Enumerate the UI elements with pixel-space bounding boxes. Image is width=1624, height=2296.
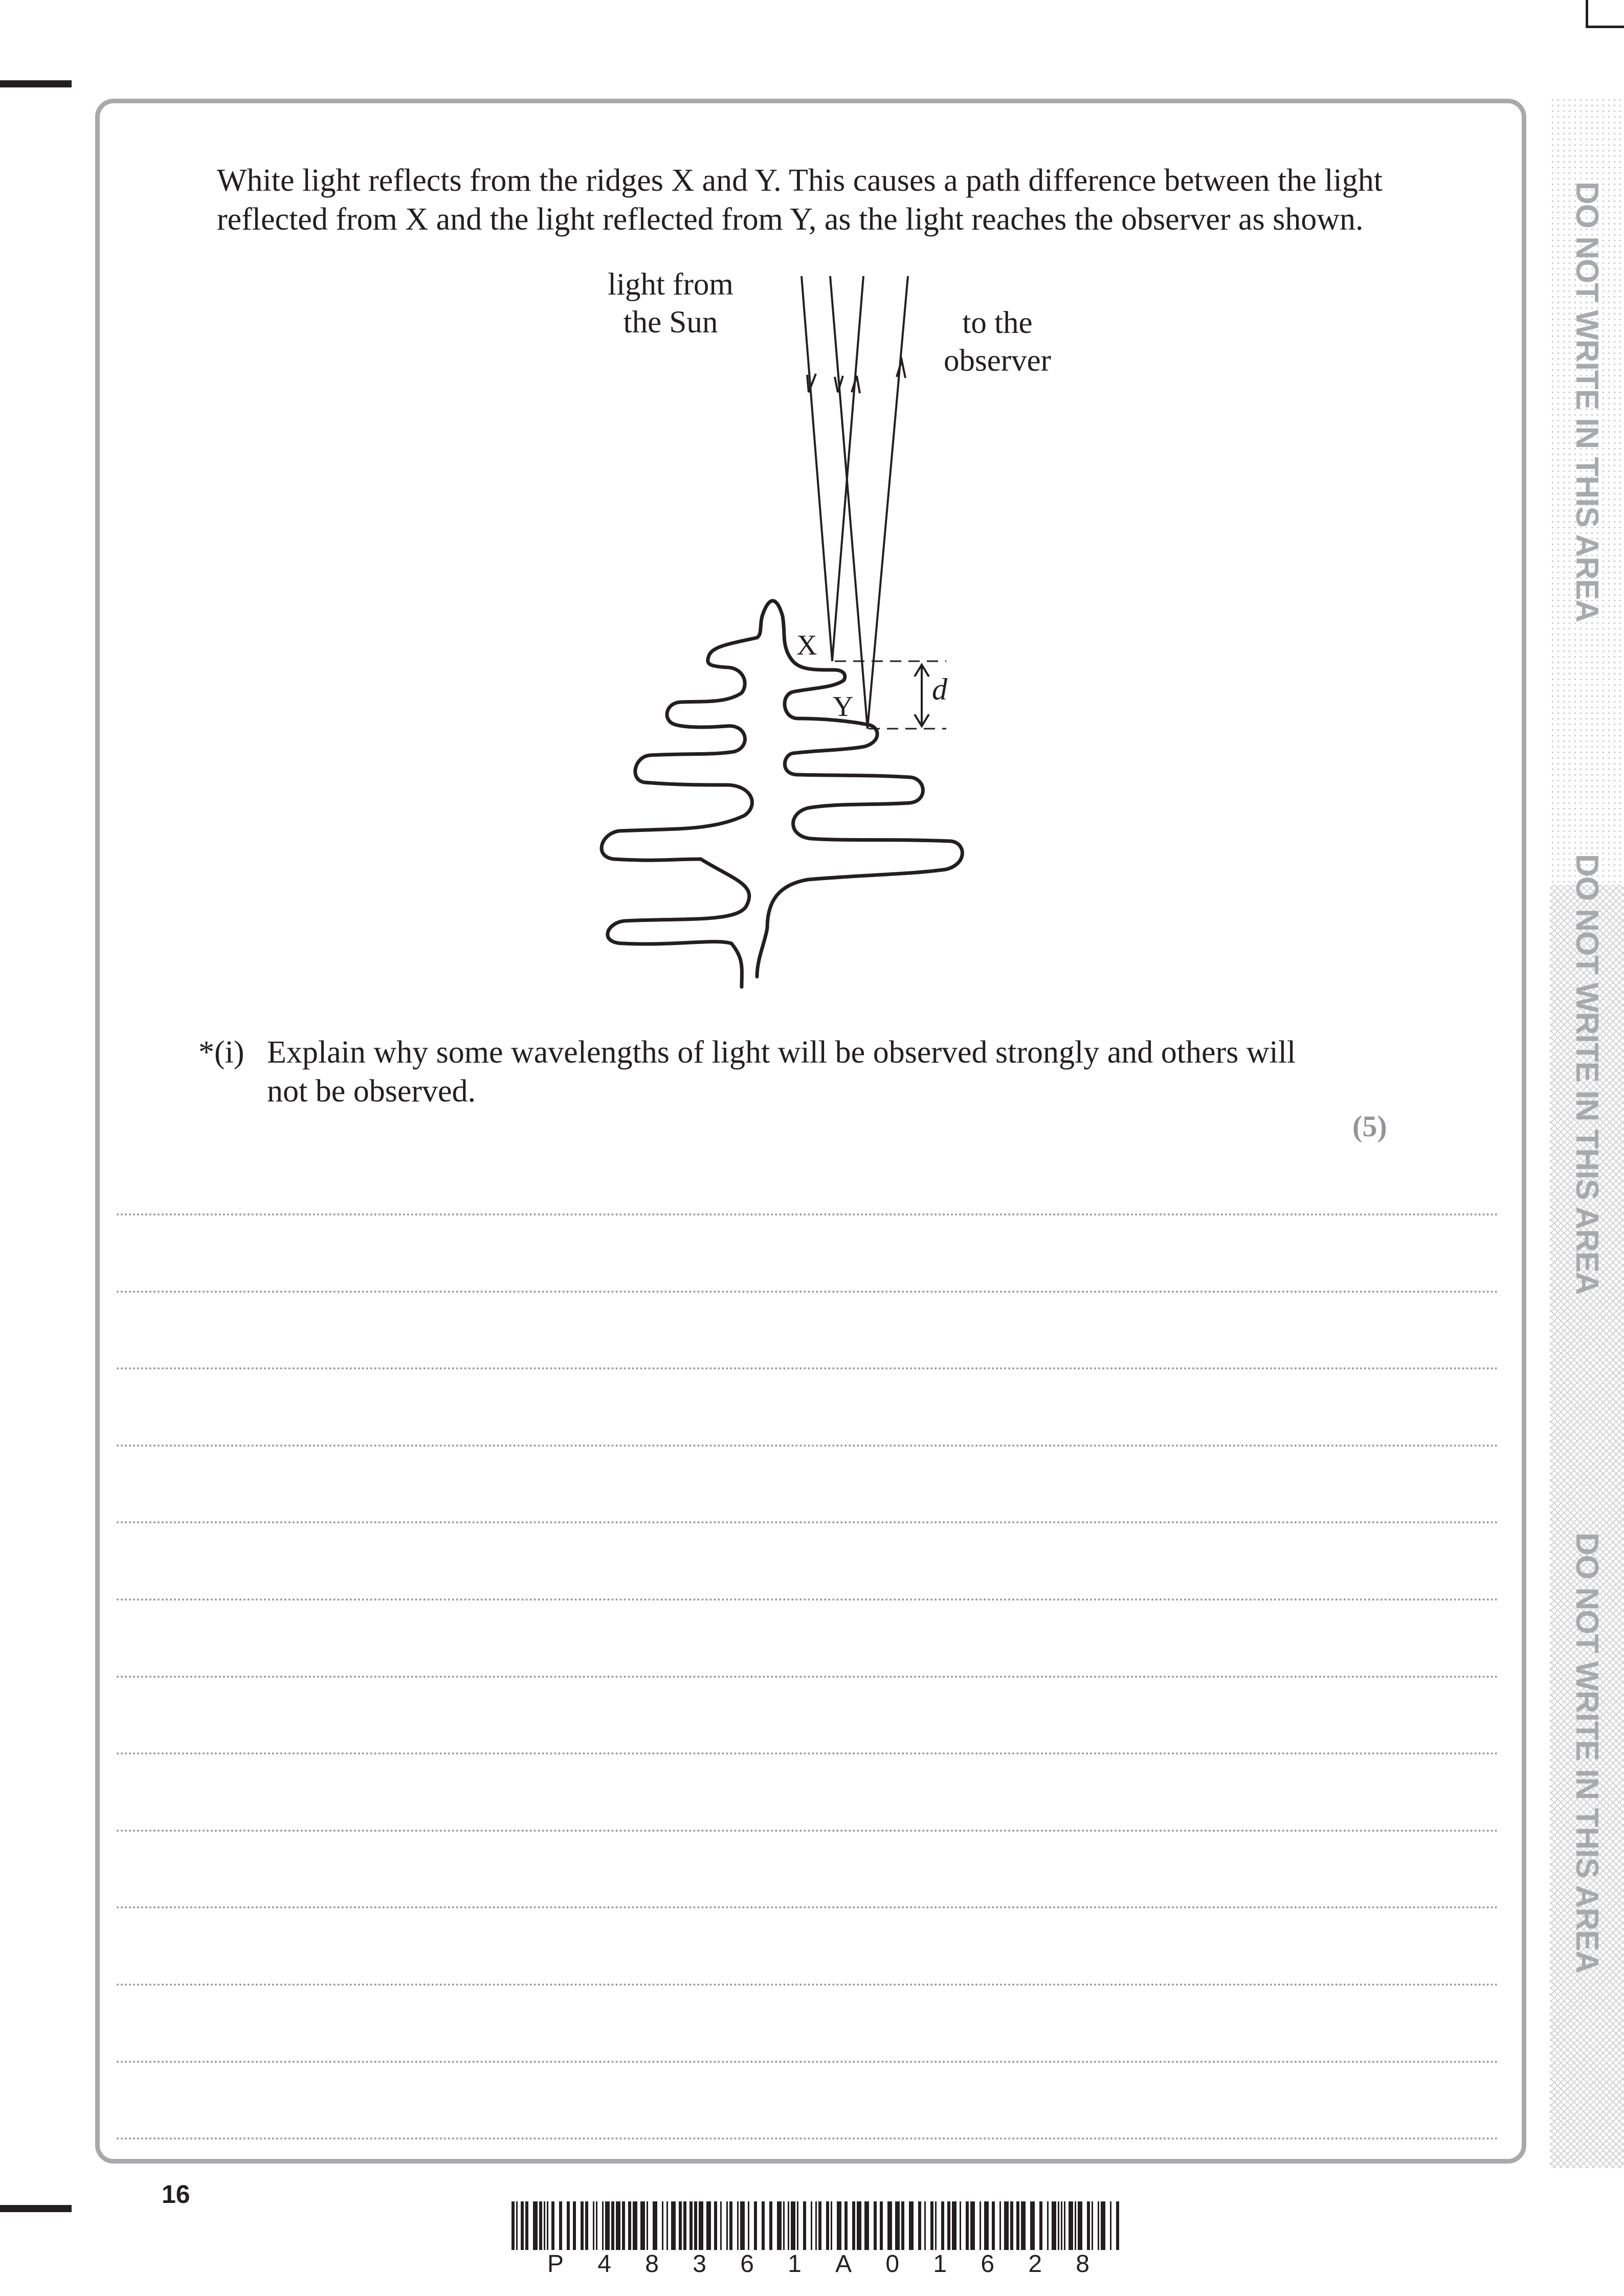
- registration-mark-bottom-left: [0, 2205, 72, 2212]
- distance-d-label: d: [932, 672, 947, 706]
- answer-line[interactable]: [117, 2137, 1499, 2140]
- question-text-line-1: Explain why some wavelengths of light will be observed strongly and others will: [267, 1035, 1296, 1070]
- intro-line-2: reflected from X and the light reflected from Y, as the light reaches the observer as shown.: [217, 202, 1364, 237]
- reflected-ray-x: [832, 276, 863, 661]
- observer-label-line-2: observer: [943, 344, 1051, 378]
- barcode-char: 2: [1028, 2250, 1042, 2278]
- question-text: [267, 1033, 1296, 1111]
- sun-label-line-1: light from: [608, 267, 733, 302]
- ridge-x-label: X: [796, 629, 817, 661]
- observer-label: [921, 304, 1074, 380]
- ridge-diagram: [552, 258, 1095, 1005]
- barcode-char: 0: [885, 2250, 900, 2278]
- ridge-structure: [602, 601, 962, 987]
- answer-line[interactable]: [117, 1752, 1499, 1754]
- barcode-char: A: [835, 2250, 852, 2278]
- answer-line[interactable]: [117, 1367, 1499, 1369]
- page-number: 16: [162, 2180, 190, 2209]
- registration-mark-top-right-h: [1586, 26, 1624, 28]
- margin-warning-2: DO NOT WRITE IN THIS AREA: [1569, 854, 1605, 1295]
- barcode-char: 1: [788, 2250, 802, 2278]
- observer-label-line-1: to the: [962, 306, 1033, 340]
- intro-line-1: White light reflects from the ridges X and Y. This causes a path difference between the light: [217, 163, 1383, 198]
- marks-available: (5): [1352, 1110, 1387, 1143]
- barcode-char: 6: [981, 2250, 995, 2278]
- ridge-y-label: Y: [833, 691, 854, 723]
- barcode-char: 3: [693, 2250, 706, 2278]
- question-number: *(i): [198, 1035, 244, 1070]
- incident-ray-x: [802, 276, 832, 661]
- question-text-line-2: not be observed.: [267, 1074, 476, 1109]
- answer-line[interactable]: [117, 1521, 1499, 1523]
- answer-line[interactable]: [117, 1676, 1499, 1678]
- answer-line[interactable]: [117, 1984, 1499, 1986]
- answer-line[interactable]: [117, 2061, 1499, 2063]
- margin-warning-1: DO NOT WRITE IN THIS AREA: [1569, 182, 1605, 622]
- barcode-char: 4: [597, 2250, 611, 2278]
- distance-arrow: [915, 665, 929, 726]
- registration-mark-top-right: [1586, 0, 1588, 27]
- intro-paragraph: [217, 161, 1496, 239]
- barcode-char: 8: [1076, 2250, 1089, 2278]
- answer-line[interactable]: [117, 1830, 1499, 1832]
- sun-label-line-2: the Sun: [623, 305, 718, 340]
- barcode-char: P: [547, 2250, 564, 2278]
- answer-line[interactable]: [117, 1213, 1499, 1215]
- barcode-text: [547, 2250, 1089, 2278]
- answer-line[interactable]: [117, 1291, 1499, 1293]
- barcode-char: 1: [933, 2250, 947, 2278]
- answer-line[interactable]: [117, 1906, 1499, 1908]
- barcode-char: 8: [645, 2250, 659, 2278]
- answer-line[interactable]: [117, 1599, 1499, 1601]
- answer-line[interactable]: [117, 1445, 1499, 1447]
- margin-warning-3: DO NOT WRITE IN THIS AREA: [1569, 1533, 1605, 1973]
- sun-label: [552, 266, 789, 342]
- registration-mark-top-left: [0, 80, 72, 87]
- barcode-char: 6: [740, 2250, 754, 2278]
